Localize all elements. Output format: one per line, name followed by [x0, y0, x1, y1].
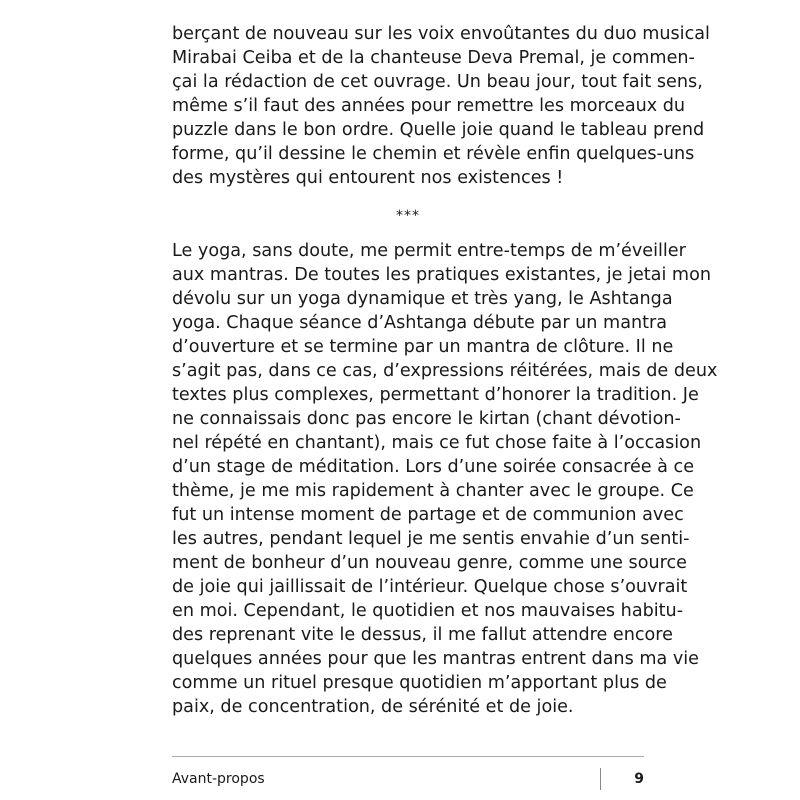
text-line: d’ouverture et se termine par un mantra de clôture. Il ne	[172, 337, 674, 357]
text-line: quelques années pour que les mantras entrent dans ma vie	[172, 649, 699, 669]
text-line: thème, je me mis rapidement à chanter avec le groupe. Ce	[172, 481, 694, 501]
text-line: d’un stage de méditation. Lors d’une soirée consacrée à ce	[172, 457, 695, 477]
footer-divider	[600, 768, 601, 790]
text-line: s’agit pas, dans ce cas, d’expressions réitérées, mais de deux	[172, 361, 718, 381]
text-line: textes plus complexes, permettant d’honorer la tradition. Je	[172, 385, 699, 405]
text-line: berçant de nouveau sur les voix envoûtantes du duo musical	[172, 24, 710, 44]
running-footer-section: Avant-propos	[172, 771, 265, 787]
text-line: des reprenant vite le dessus, il me fallut attendre encore	[172, 625, 673, 645]
section-separator: ***	[396, 208, 420, 224]
text-line: Mirabai Ceiba et de la chanteuse Deva Premal, je commen-	[172, 48, 695, 68]
text-line: çai la rédaction de cet ouvrage. Un beau jour, tout fait sens,	[172, 72, 703, 92]
footer-rule	[172, 756, 644, 757]
text-line: forme, qu’il dessine le chemin et révèle enfin quelques-uns	[172, 144, 695, 164]
text-line: nel répété en chantant), mais ce fut chose faite à l’occasion	[172, 433, 702, 453]
text-line: fut un intense moment de partage et de communion avec	[172, 505, 684, 525]
text-line: Le yoga, sans doute, me permit entre-temps de m’éveiller	[172, 241, 686, 261]
page-number: 9	[634, 771, 644, 787]
text-line: ment de bonheur d’un nouveau genre, comme une source	[172, 553, 687, 573]
text-line: même s’il faut des années pour remettre les morceaux du	[172, 96, 686, 116]
text-line: des mystères qui entourent nos existences !	[172, 168, 564, 188]
text-line: aux mantras. De toutes les pratiques existantes, je jetai mon	[172, 265, 711, 285]
text-line: en moi. Cependant, le quotidien et nos mauvaises habitu-	[172, 601, 684, 621]
text-line: puzzle dans le bon ordre. Quelle joie quand le tableau prend	[172, 120, 705, 140]
text-line: ne connaissais donc pas encore le kirtan (chant dévotion-	[172, 409, 681, 429]
text-line: yoga. Chaque séance d’Ashtanga débute par un mantra	[172, 313, 668, 333]
text-line: dévolu sur un yoga dynamique et très yang, le Ashtanga	[172, 289, 673, 309]
text-line: paix, de concentration, de sérénité et de joie.	[172, 697, 574, 717]
text-line: comme un rituel presque quotidien m’apportant plus de	[172, 673, 667, 693]
text-line: de joie qui jaillissait de l’intérieur. Quelque chose s’ouvrait	[172, 577, 688, 597]
text-line: les autres, pendant lequel je me sentis envahie d’un senti-	[172, 529, 690, 549]
